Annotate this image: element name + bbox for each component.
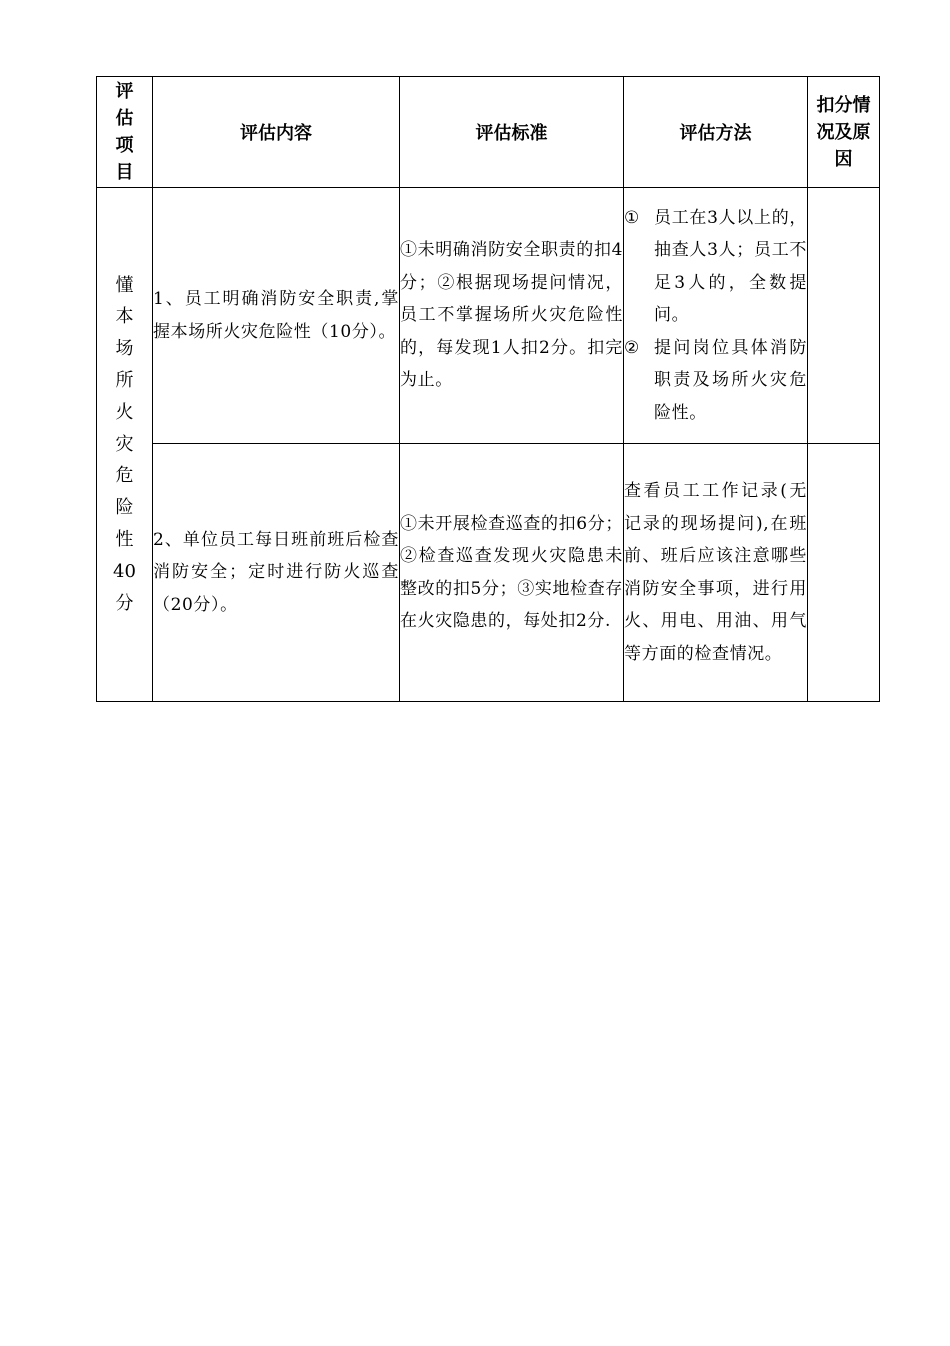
header-row xyxy=(97,77,880,188)
row2-standard: ①未开展检查巡查的扣6分；②检查巡查发现火灾隐患未整改的扣5分；③实地检查存在火灾隐患的，每处扣2分. xyxy=(400,444,624,702)
row1-deduction xyxy=(808,188,880,444)
row1-standard: ①未明确消防安全职责的扣4分；②根据现场提问情况，员工不掌握场所火灾危险性的，每发现1人扣2分。扣完为止。 xyxy=(400,188,624,444)
table-row xyxy=(97,188,880,444)
header-item: 评 估 项 目 xyxy=(97,77,153,188)
table-row xyxy=(97,444,880,702)
evaluation-table xyxy=(96,76,880,702)
method-item: ① 员工在3人以上的，抽查人3人；员工不足3人的，全数提问。 xyxy=(624,207,807,326)
method-item: ② 提问岗位具体消防职责及场所火灾危险性。 xyxy=(624,337,807,423)
header-method: 评估方法 xyxy=(624,77,808,188)
row1-content: 1、员工明确消防安全职责,掌握本场所火灾危险性（10分）。 xyxy=(153,188,400,444)
header-content: 评估内容 xyxy=(153,77,400,188)
item-label-cell: 懂 本 场 所 火 灾 危 险 性 40 分 xyxy=(97,188,153,702)
row2-deduction xyxy=(808,444,880,702)
row1-method xyxy=(624,188,808,444)
row2-content: 2、单位员工每日班前班后检查消防安全；定时进行防火巡查（20分）。 xyxy=(153,444,400,702)
row2-method: 查看员工工作记录(无记录的现场提问),在班前、班后应该注意哪些消防安全事项，进行用火、用电、用油、用气等方面的检查情况。 xyxy=(624,444,808,702)
header-standard: 评估标准 xyxy=(400,77,624,188)
header-deduction: 扣分情况及原因 xyxy=(808,77,880,188)
